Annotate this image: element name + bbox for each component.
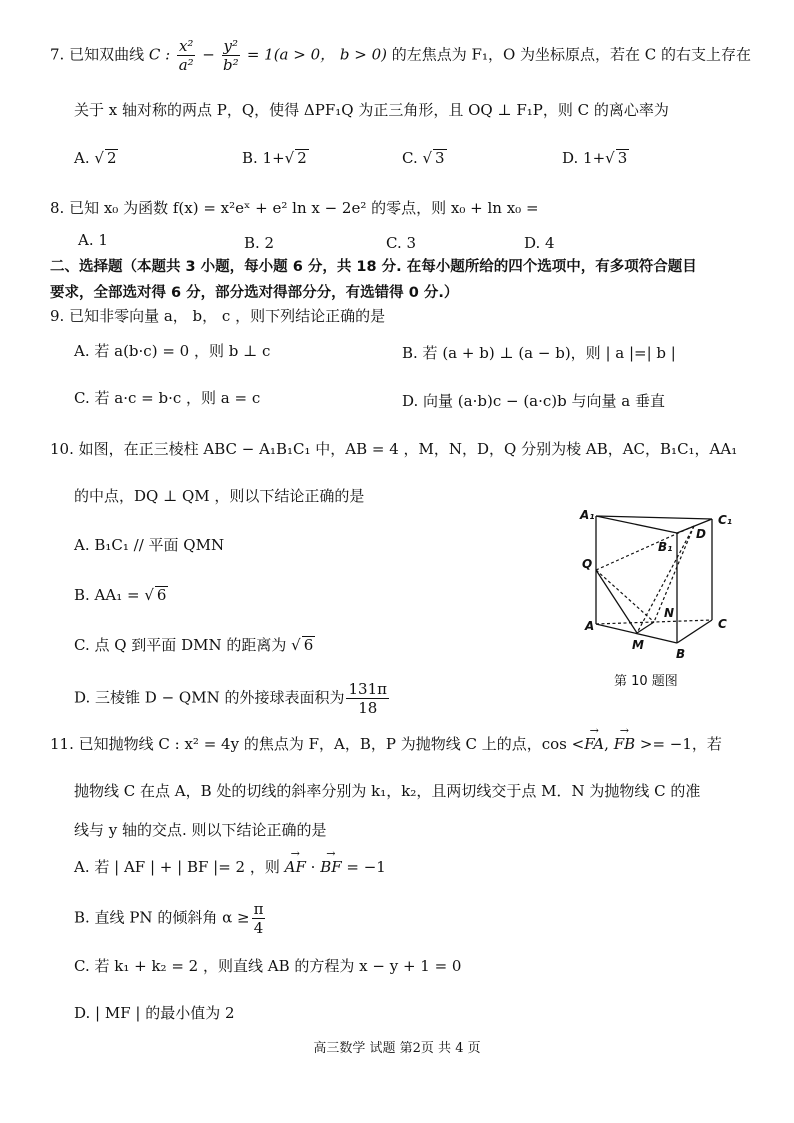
q7-option-c-label: C.	[402, 149, 423, 167]
q11-dot: ·	[305, 858, 321, 876]
q8-option-d: D. 4	[524, 234, 555, 252]
q7-equation-rest: = 1(a > 0， b > 0)	[242, 45, 388, 64]
label-m: M	[632, 638, 644, 652]
q11-option-b-num: π	[253, 900, 264, 918]
q7-minus: −	[197, 45, 220, 64]
q11-vector-bf: → BF	[320, 857, 341, 877]
q10-option-d-fraction	[346, 680, 389, 717]
q7-option-a: A. √ 2	[74, 149, 117, 167]
q7-stem-suffix: 的左焦点为 F₁，O 为坐标原点，若在 C 的右支上存在	[387, 45, 752, 64]
edge-a1c1	[596, 516, 712, 519]
label-b1: B₁	[658, 540, 673, 554]
q7-option-d: D. 1+√ 3	[562, 149, 628, 167]
q7-stem-text: 7. 已知双曲线	[50, 45, 145, 64]
q10-option-c-radicand: 6	[303, 636, 314, 654]
q8-option-a: A. 1	[78, 231, 108, 249]
q7-frac-x-num: x²	[178, 37, 194, 55]
q11-vector-fa: → FA	[584, 734, 604, 754]
q9-option-c: C. 若 a·c = b·c ，则 a = c	[74, 389, 261, 407]
section2-header-line1: 二、选择题（本题共 3 小题，每小题 6 分，共 18 分. 在每小题所给的四个选项中，有多项符合题目	[50, 259, 697, 275]
q7-option-c-radicand: 3	[435, 149, 445, 167]
edge-a1b1	[596, 516, 677, 533]
q11-line3: 线与 y 轴的交点. 则以下结论正确的是	[74, 821, 327, 839]
label-b: B	[676, 647, 686, 661]
q7-fraction-x	[177, 37, 195, 74]
q7-option-b-label: B. 1+	[242, 149, 285, 167]
page-footer: 高三数学 试题 第2页 共 4 页	[313, 1041, 481, 1056]
q7-option-a-label: A.	[74, 149, 95, 167]
section2-header-line2: 要求，全部选对得 6 分，部分选对得部分分，有选错得 0 分.）	[50, 285, 459, 301]
q7-frac-y-den: b²	[222, 56, 239, 74]
q7-option-b: B. 1+√ 2	[242, 149, 307, 167]
q11-option-b	[74, 900, 267, 937]
label-a: A	[585, 619, 595, 633]
q11-option-b-fraction	[252, 900, 266, 937]
hidden-edges	[596, 526, 712, 633]
q7-fraction-y	[222, 37, 241, 74]
q11-stem-prefix: 11. 已知抛物线 C : x² = 4y 的焦点为 F，A，B，P 为抛物线 C 上的点，cos <	[50, 735, 585, 753]
q8-option-b: B. 2	[244, 234, 275, 252]
label-n: N	[664, 606, 675, 620]
q11-comma: ,	[604, 735, 614, 753]
figure-caption: 第 10 题图	[614, 674, 678, 689]
q11-option-a-prefix: A. 若 | AF | + | BF |= 2 ，则	[74, 858, 285, 876]
q7-option-b-radicand: 2	[297, 149, 307, 167]
q7-option-a-radicand: 2	[106, 149, 117, 167]
q10-option-a: A. B₁C₁ // 平面 QMN	[74, 536, 225, 554]
q10-option-d-label: D. 三棱锥 D − QMN 的外接球表面积为	[74, 688, 345, 707]
edge-bc	[677, 620, 712, 643]
label-q: Q	[582, 557, 593, 571]
q11-option-a	[74, 857, 386, 877]
q10-option-c-label: C. 点 Q 到平面 DMN 的距离为	[74, 636, 292, 654]
label-c1: C₁	[718, 513, 733, 527]
q8-option-c: C. 3	[386, 234, 417, 252]
q11-vector-fb: → FB	[614, 734, 635, 754]
q11-option-d: D. | MF | 的最小值为 2	[74, 1004, 235, 1022]
q10-option-b: B. AA₁ = √ 6	[74, 586, 167, 604]
q10-line2: 的中点，DQ ⊥ QM ，则以下结论正确的是	[74, 487, 365, 505]
q11-option-a-suffix: = −1	[341, 858, 386, 876]
q11-option-b-label: B. 直线 PN 的倾斜角 α ≥	[74, 908, 250, 927]
q9-option-a: A. 若 a(b·c) = 0 ，则 b ⊥ c	[74, 342, 271, 360]
label-d: D	[696, 527, 706, 541]
label-c: C	[718, 617, 727, 631]
q9-option-b: B. 若 (a + b) ⊥ (a − b)，则 | a |=| b |	[402, 344, 676, 362]
q10-option-c: C. 点 Q 到平面 DMN 的距离为 √ 6	[74, 636, 314, 654]
q7-option-d-label: D. 1+	[562, 149, 606, 167]
q11-option-b-den: 4	[253, 919, 264, 937]
q11-line2: 抛物线 C 在点 A，B 处的切线的斜率分别为 k₁，k₂，且两切线交于点 M．N 为抛物线 C 的准	[74, 782, 701, 800]
q7-frac-x-den: a²	[178, 56, 194, 74]
q7-option-c: C. √ 3	[402, 149, 445, 167]
q11-vector-af: → AF	[285, 857, 306, 877]
q10-line1: 10. 如图，在正三棱柱 ABC − A₁B₁C₁ 中，AB = 4 ，M，N，D，Q 分别为棱 AB，AC，B₁C₁，AA₁	[50, 440, 738, 458]
label-a1: A₁	[580, 508, 595, 522]
q10-option-b-label: B. AA₁ =	[74, 586, 145, 604]
q7-curve-name: C :	[148, 45, 175, 64]
q8-line1: 8. 已知 x₀ 为函数 f(x) = x²eˣ + e² ln x − 2e² 的零点，则 x₀ + ln x₀ =	[50, 199, 539, 217]
q10-option-d-den: 18	[358, 699, 378, 717]
prism-figure	[572, 500, 742, 670]
q11-line1	[50, 734, 722, 754]
q9-line1: 9. 已知非零向量 a， b， c ，则下列结论正确的是	[50, 307, 386, 325]
q10-option-d-num: 131π	[348, 680, 387, 698]
q9-option-d: D. 向量 (a·b)c − (a·c)b 与向量 a 垂直	[402, 392, 665, 410]
q11-option-c: C. 若 k₁ + k₂ = 2 ，则直线 AB 的方程为 x − y + 1 = 0	[74, 957, 462, 975]
q10-option-b-radicand: 6	[156, 586, 167, 604]
q7-line1	[50, 37, 751, 74]
q7-line2: 关于 x 轴对称的两点 P，Q，使得 ΔPF₁Q 为正三角形，且 OQ ⊥ F₁P，则 C 的离心率为	[74, 101, 669, 119]
edge-mn	[637, 622, 654, 633]
q10-option-d	[74, 680, 391, 717]
q7-option-d-radicand: 3	[617, 149, 628, 167]
q7-frac-y-num: y²	[223, 37, 239, 55]
q11-stem-suffix: >= −1，若	[635, 735, 722, 753]
